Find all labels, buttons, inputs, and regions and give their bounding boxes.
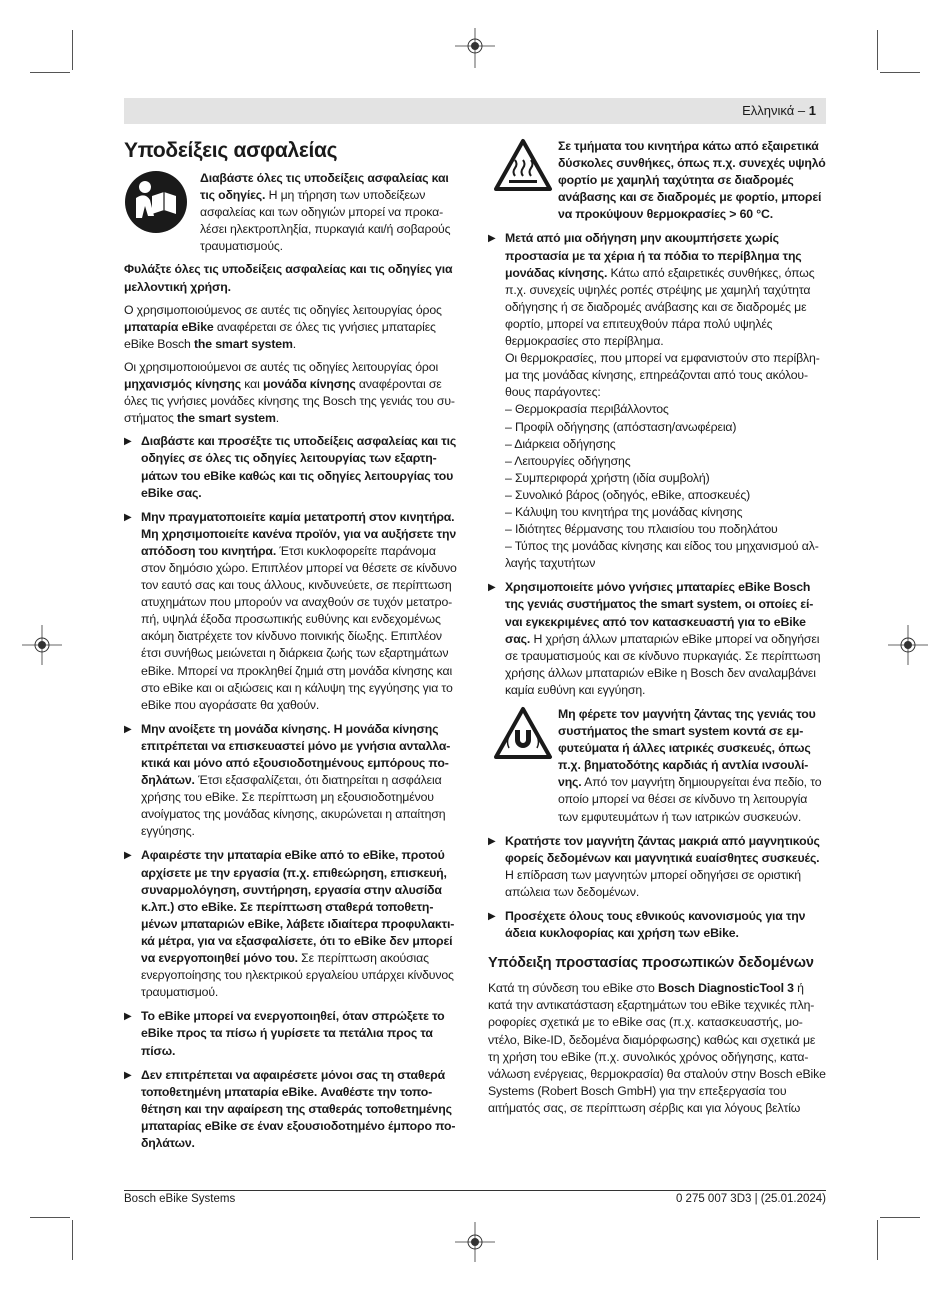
page-header [124, 98, 826, 124]
factor-item: – Προφίλ οδήγησης (απόσταση/ανωφέρεια) [505, 419, 737, 434]
footer-doc-number: 0 275 007 3D3 | (25.01.2024) [675, 1193, 826, 1205]
factor-item: – Τύπος της μονάδας κίνησης και είδος του μηχανισμού αλλαγής ταχυτήτων [505, 539, 819, 571]
para-drive-term: Οι χρησιμοποιούμενοι σε αυτές τις οδηγίες λειτουργίας όροι μηχανισμός κίνησης και μονάδα κίνησης αναφέρονται σε όλες τις γνήσιες μονάδες κίνησης της Bosch της γενιάς του συστήματος the smart system. [124, 359, 456, 426]
hot-surface-warning-icon [488, 138, 558, 198]
factor-item: – Διάρκεια οδήγησης [505, 436, 616, 451]
list-item: ▶ Δεν επιτρέπεται να αφαιρέσετε μόνοι σας τη σταθερά τοποθετημένη μπαταρία eBike. Αναθέστε την τοποθέτηση και την αφαίρεση της σταθεράς τοποθετημένης μπαταρίας eBike σε έναν εξουσιοδοτημένο έμπορο ποδηλάτων. [124, 1067, 462, 1152]
magnetic-field-warning-icon [488, 706, 558, 766]
intro-bold: Διαβάστε όλες τις υποδείξεις ασφαλείας και τις οδηγίες. [200, 171, 449, 203]
factor-item: – Συμπεριφορά χρήστη (ιδία συμβολή) [505, 470, 710, 485]
registration-mark-top [455, 28, 495, 68]
list-item: ▶ Μετά από μια οδήγηση μην ακουμπήσετε χωρίς προστασία με τα χέρια ή τα πόδια το περίβλημα της μονάδας κίνησης. Κάτω από εξαιρετικές συνθήκες, όπως π.χ. συνεχείς υψηλές ροπές στρέψης με χαμηλή ταχύτητα οδήγησης ή σε διαδρομές ανάβασης και σε διαδρομές με φορτίο, μπορεί να επιτευχθούν πάρα πολύ υψηλές θερμοκρασίες στο περίβλημα. Οι θερμοκρασίες, που μπορεί να εμφανιστούν στο περίβλημα της μονάδας κίνησης, επηρεάζονται από τους ακόλουθους παράγοντες: – Θερμοκρασία περιβάλλοντος – Προφίλ οδήγησης (απόσταση/ανωφέρεια) – Διάρκεια οδήγησης – Λειτουργίες οδήγησης – Συμπεριφορά χρήστη (ιδία συμβολή) – Συνολικό βάρος (οδηγός, eBike, αποσκευές) – Κάλυψη του κινητήρα της μονάδας κίνησης – Ιδιότητες θέρμανσης του πλαισίου του ποδηλάτου – Τύπος της μονάδας κίνησης και είδος του μηχανισμού αλλαγής ταχυτήτων [488, 230, 826, 572]
footer-divider [124, 1190, 826, 1191]
list-item: ▶ Χρησιμοποιείτε μόνο γνήσιες μπαταρίες eBike Bosch της γενιάς συστήματος the smart system, οι οποίες είναι εγκεκριμένες από τον κατασκευαστή για το eBike σας. Η χρήση άλλων μπαταριών eBike μπορεί να οδηγήσει σε τραυματισμούς και σε κίνδυνο πυρκαγιάς. Σε περίπτωση χρήσης άλλων μπαταριών eBike η Bosch δεν αναλαμβάνει καμία ευθύνη και εγγύηση. [488, 579, 826, 699]
header-separator: – [797, 103, 806, 118]
keep-instructions: Φυλάξτε όλες τις υποδείξεις ασφαλείας και τις οδηγίες για μελλοντική χρήση. [124, 262, 453, 294]
left-column [124, 138, 462, 1159]
crop-mark [72, 30, 73, 70]
list-item: ▶ Διαβάστε και προσέξτε τις υποδείξεις ασφαλείας και τις οδηγίες σε όλες τις οδηγίες λειτουργίας των εξαρτημάτων του eBike καθώς και τις οδηγίες λειτουργίας του eBike σας. [124, 433, 462, 501]
header-language: Ελληνικά [742, 103, 795, 118]
list-item: ▶ Κρατήστε τον μαγνήτη ζάντας μακριά από μαγνητικούς φορείς δεδομένων και μαγνητικά ευαίσθητες συσκευές. Η επίδραση των μαγνητών μπορεί οδηγήσει σε οριστική απώλεια των δεδομένων. [488, 833, 826, 901]
read-manual-icon [124, 170, 200, 255]
footer-brand: Bosch eBike Systems [124, 1193, 236, 1205]
page-number: 1 [808, 103, 816, 118]
factor-item: – Κάλυψη του κινητήρα της μονάδας κίνησης [505, 504, 743, 519]
privacy-heading: Υπόδειξη προστασίας προσωπικών δεδομένων [488, 955, 814, 972]
heat-warning [488, 138, 826, 223]
list-item: ▶ Αφαιρέστε την μπαταρία eBike από το eBike, προτού αρχίσετε με την εργασία (π.χ. επιθεώρηση, επισκευή, συναρμολόγηση, συντήρηση, εργασία στην αλυσίδα κ.λπ.) στο eBike. Σε περίπτωση σταθερά τοποθετημένων μπαταριών eBike, λάβετε ιδιαίτερα προφυλακτικά μέτρα, για να εξασφαλίσετε, ότι το eBike δεν μπορεί να ενεργοποιηθεί μόνο του. Σε περίπτωση ακούσιας ενεργοποίησης του ηλεκτρικού εργαλείου υπάρχει κίνδυνος τραυματισμού. [124, 847, 462, 1001]
crop-mark [877, 1220, 878, 1260]
registration-mark-right [888, 625, 928, 665]
registration-mark-left [22, 625, 62, 665]
factor-item: – Συνολικό βάρος (οδηγός, eBike, αποσκευές) [505, 487, 751, 502]
header-text [742, 103, 816, 118]
crop-mark [880, 72, 920, 73]
crop-mark [30, 72, 70, 73]
intro-text: Η μη τήρηση των υποδείξεων ασφαλείας και των οδηγιών μπορεί να προκαλέσει ηλεκτροπληξία, πυρκαγιά και/ή σοβαρούς τραυματισμούς. [200, 188, 451, 254]
factors-intro: Οι θερμοκρασίες, που μπορεί να εμφανιστούν στο περίβλημα της μονάδας κίνησης, επηρεάζονται από τους ακόλουθους παράγοντες: [505, 351, 820, 400]
crop-mark [30, 1217, 70, 1218]
magnet-warning: Μη φέρετε τον μαγνήτη ζάντας της γενιάς του συστήματος the smart system κοντά σε εμφυτεύματα ή άλλες ιατρικές συσκευές, όπως π.χ. βηματοδότης καρδιάς ή αντλία ινσουλίνης. Από τον μαγνήτη δημιουργείται ένα πεδίο, το οποίο μπορεί να θέσει σε κίνδυνο τη λειτουργία των εμφυτευμάτων ή των ιατρικών συσκευών. [488, 706, 826, 826]
factor-item: – Λειτουργίες οδήγησης [505, 453, 631, 468]
factor-item: – Ιδιότητες θέρμανσης του πλαισίου του ποδηλάτου [505, 522, 778, 537]
page-title: Υποδείξεις ασφαλείας [124, 139, 338, 162]
crop-mark [880, 1217, 920, 1218]
heat-warning-text: Σε τμήματα του κινητήρα κάτω από εξαιρετικά δύσκολες συνθήκες, όπως π.χ. συνεχές υψηλό φορτίο με χαμηλή ταχύτητα σε διαδρομές ανάβασης και σε διαδρομές με φορτίο, μπορεί να προκύψουν θερμοκρασίες > 60 °C. [558, 139, 826, 222]
privacy-text: Κατά τη σύνδεση του eBike στο Bosch DiagnosticTool 3 ή κατά την αντικατάσταση εξαρτημάτων του eBike τεχνικές πληροφορίες σχετικά με το eBike σας (π.χ. κατασκευαστής, μοντέλο, Bike-ID, δεδομένα διαμόρφωσης) καθώς και σχετικά με τη χρήση του eBike (π.χ. συνολικός χρόνος οδήγησης, κατανάλωση ενέργειας, θερμοκρασία) θα σταλούν στην Bosch eBike Systems (Robert Bosch GmbH) για την επεξεργασία του αιτήματός σας, σε περίπτωση σέρβις και για λόγους βελτίω [488, 981, 826, 1115]
registration-mark-bottom [455, 1222, 495, 1262]
list-item: ▶ Προσέχετε όλους τους εθνικούς κανονισμούς για την άδεια κυκλοφορίας και χρήση των eBike. [488, 908, 826, 942]
intro-block [124, 170, 462, 255]
crop-mark [72, 1220, 73, 1260]
list-item: ▶ Μην ανοίξετε τη μονάδα κίνησης. Η μονάδα κίνησης επιτρέπεται να επισκευαστεί μόνο με γνήσια ανταλλακτικά και μόνο από εξουσιοδοτημένους εμπόρους ποδηλάτων. Έτσι εξασφαλίζεται, ότι διατηρείται η ασφάλεια χρήσης του eBike. Σε περίπτωση μη εξουσιοδοτημένου ανοίγματος της μονάδας κίνησης, ακυρώνεται η απαίτηση εγγύησης. [124, 721, 462, 841]
factor-item: – Θερμοκρασία περιβάλλοντος [505, 402, 669, 417]
crop-mark [877, 30, 878, 70]
right-column [488, 138, 826, 1123]
list-item: ▶ Το eBike μπορεί να ενεργοποιηθεί, όταν σπρώξετε το eBike προς τα πίσω ή γυρίσετε τα πετάλια προς τα πίσω. [124, 1008, 462, 1059]
list-item: ▶ Μην πραγματοποιείτε καμία μετατροπή στον κινητήρα. Μη χρησιμοποιείτε κανένα προϊόν, για να αυξήσετε την απόδοση του κινητήρα. Έτσι κυκλοφορείτε παράνομα στον δημόσιο χώρο. Επιπλέον μπορεί να θέσετε σε κίνδυνο τον εαυτό σας και τους άλλους, κινδυνεύετε, σε περίπτωση ατυχημάτων που μπορούν να αναχθούν σε τυχόν μετατροπή, υψηλά έξοδα προσωπικής ευθύνης και ενδεχομένως ακόμη διατρέχετε τον κίνδυνο ποινικής δίωξης. Επιπλέον έτσι συνήθως μειώνεται η διάρκεια ζωής των εξαρτημάτων eBike. Μπορεί να προκληθεί ζημιά στη μονάδα κίνησης και στο eBike και οι αξιώσεις και η κάλυψη της εγγύησης για το eBike που αγοράσατε θα χαθούν. [124, 509, 462, 714]
para-battery-term: Ο χρησιμοποιούμενος σε αυτές τις οδηγίες λειτουργίας όρος μπαταρία eBike αναφέρεται σε όλες τις γνήσιες μπαταρίες eBike Bosch the smart system. [124, 302, 442, 351]
